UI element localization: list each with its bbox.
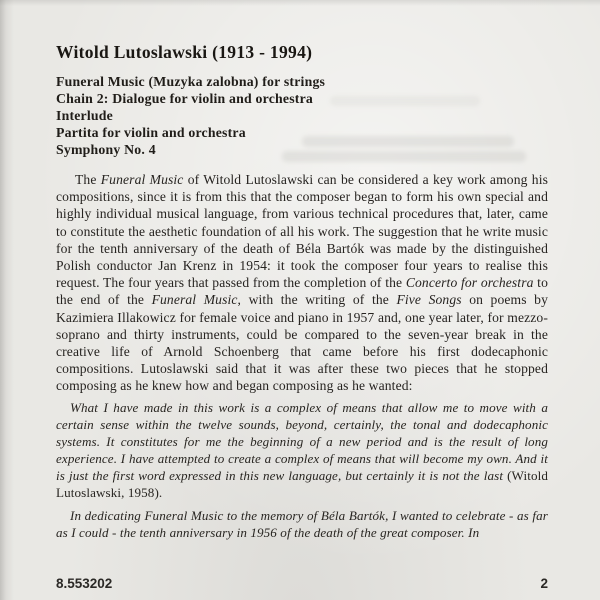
text-segment: of Witold Lutoslawski can be considered a key work among his compositions, since it is from this that the composer began to form his own special and highly individual musical language, from various technical procedures that, later, came to constitute the aesthetic foundation of all his work. The suggestion that he write music for the tenth anniversary of the death of Béla Bartók was made by the distinguished Polish conductor Jan Krenz in 1954: it took the composer four years to realise this request. The four years that passed from the completion of the [56,172,549,291]
italic-text-segment: Funeral Music [151,292,238,308]
article-body [56,171,548,541]
page-content [56,42,548,547]
text-segment: to the end of the [56,275,548,308]
italic-text-segment: Five Songs [396,292,462,308]
work-title: Chain 2: Dialogue for violin and orchestra [56,91,314,106]
page-footer [56,576,548,591]
works-list [56,73,548,158]
text-segment: The [75,172,101,187]
italic-text-segment: What I have made in this work is a complex of means that allow me to move with a certain sense within the twelve sounds, beyond, certainly, the tonal and dodecaphonic systems. It constitutes for me the beginning of a new period and is the result of long experience. I have attempted to create a complex of means that will become my own. And it is just the first word expressed in this new language, but certainly it is not the last [56,399,548,483]
work-title: Interlude [56,108,113,123]
text-segment: on poems by Kazimiera Illakowicz for female voice and piano in 1957 and, one year later, for mezzo-soprano and thirty instruments, could be compared to the seven-year break in the creative life of Arnold Schoenberg that came before his first dodecaphonic compositions. Lutoslawski said that it was after these two pieces that he stopped composing as he knew how and began composing as he wanted: [56,292,548,394]
composer-heading: Witold Lutoslawski (1913 - 1994) [56,42,313,62]
text-segment: (Witold Lutoslawski, 1958). [56,467,548,500]
quote-paragraph [56,507,548,541]
body-paragraph [56,171,548,395]
work-title: Symphony No. 4 [56,142,156,157]
italic-text-segment: Funeral Music [100,172,184,187]
work-title: Funeral Music (Muzyka zalobna) for strings [56,74,326,89]
italic-text-segment: Concerto for orchestra [405,275,534,291]
italic-text-segment: In dedicating Funeral Music to the memory of Béla Bartók, I wanted to celebrate - as far as I could - the tenth anniversary in 1956 of the death of the great composer. In [56,507,548,540]
catalog-number: 8.553202 [56,576,113,591]
work-title: Partita for violin and orchestra [56,125,246,140]
text-segment: , with the writing of the [237,292,397,308]
quote-paragraph [56,399,548,501]
page-number: 2 [540,576,548,591]
